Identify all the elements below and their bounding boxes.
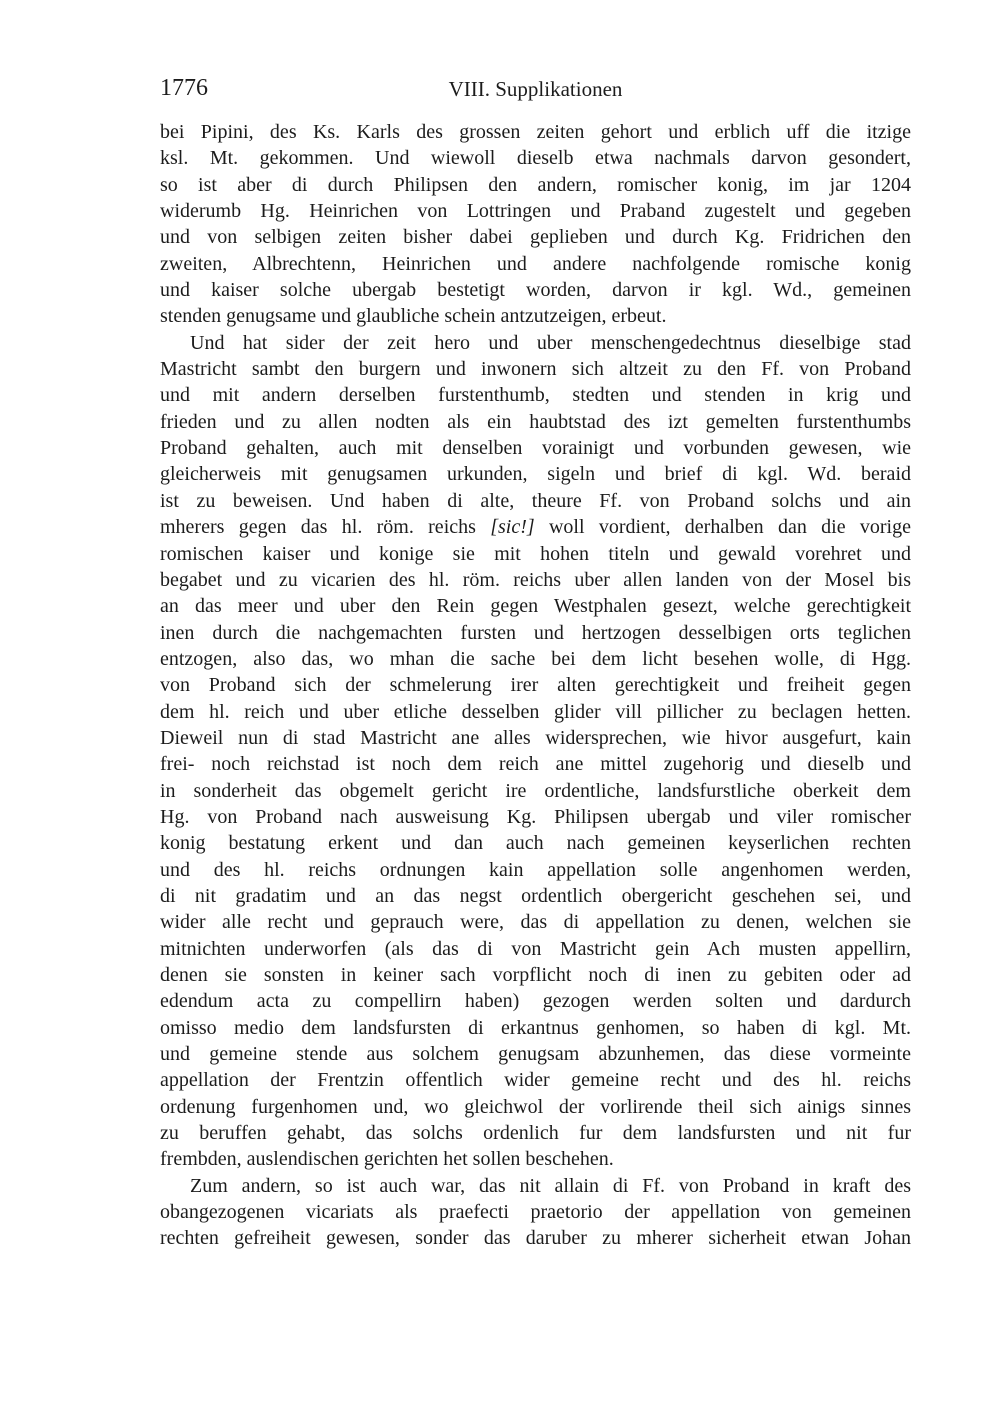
- sic-annotation: [sic!]: [490, 516, 535, 539]
- text-segment: woll vordient, derhalben dan die vorige: [534, 516, 911, 539]
- text-line: denen sie sonsten in keiner sach vorpflicht noch di inen zu gebiten oder ad: [160, 964, 911, 986]
- text-line: und von selbigen zeiten bisher dabei geplieben und durch Kg. Fridrichen den: [160, 226, 911, 249]
- text-line: di nit gradatim und an das negst ordentlich obergericht geschehen sei, und: [160, 884, 911, 907]
- text-line: omisso medio dem landsfursten di erkantnus genhomen, so haben di kgl. Mt.: [160, 1016, 911, 1039]
- text-line: von Proband sich der schmelerung irer alten gerechtigkeit und freiheit gegen: [160, 674, 911, 697]
- text-line: in sonderheit das obgemelt gericht ire ordentliche, landsfurstliche oberkeit dem: [160, 779, 911, 802]
- text-line: [160, 514, 911, 540]
- text-line: widerumb Hg. Heinrichen von Lottringen und Praband zugestelt und gegeben: [160, 200, 911, 223]
- text-block: [160, 119, 911, 1252]
- text-line: Zum andern, so ist auch war, das nit allain di Ff. von Proband in kraft des: [190, 1174, 911, 1197]
- text-line: an das meer und uber den Rein gegen Westphalen gesezt, welche gerechtigkeit: [160, 595, 911, 618]
- text-line: edendum acta zu compellirn haben) gezogen werden solten und dardurch: [160, 990, 911, 1013]
- text-line: und gemeine stende aus solchem genugsam abzunhemen, das diese vormeinte: [160, 1043, 911, 1066]
- text-line: dem hl. reich und uber etliche desselben glider vill pillicher zu beclagen hetten.: [160, 700, 911, 723]
- text-line: ordenung furgenhomen und, wo gleichwol der vorlirende theil sich ainigs sinnes: [160, 1095, 911, 1118]
- text-line: Hg. von Proband nach ausweisung Kg. Philipsen ubergab und viler romischer: [160, 805, 911, 828]
- text-line: und kaiser solche ubergab bestetigt worden, darvon ir kgl. Wd., gemeinen: [160, 279, 911, 302]
- running-title: VIII. Supplikationen: [448, 77, 623, 101]
- text-line: konig bestatung erkent und dan auch nach gemeinen keyserlichen rechten: [160, 832, 911, 855]
- text-line: gleicherweis mit genugsamen urkunden, sigeln und brief di kgl. Wd. beraid: [160, 463, 911, 486]
- text-line: frembden, auslendischen gerichten het sollen beschehen.: [160, 1148, 614, 1171]
- text-segment: mherers gegen das hl. röm. reichs: [160, 516, 491, 539]
- text-line: stenden genugsame und glaubliche schein antzutzeigen, erbeut.: [160, 305, 667, 328]
- text-line: wider alle recht und geprauch were, das di appellation zu denen, welchen sie: [160, 911, 911, 934]
- text-line: obangezogenen vicariats als praefecti praetorio der appellation von gemeinen: [160, 1201, 911, 1224]
- text-line: rechten gefreiheit gewesen, sonder das daruber zu mherer sicherheit etwan Johan: [160, 1227, 911, 1250]
- page-header: [160, 74, 911, 104]
- text-line: und mit andern derselben furstenthumb, stedten und stenden in krig und: [160, 384, 911, 407]
- text-line: zu beruffen gehabt, das solchs ordenlich fur dem landsfursten und nit fur: [160, 1122, 911, 1145]
- paragraph: [160, 330, 911, 1173]
- text-line: Dieweil nun di stad Mastricht ane alles widersprechen, wie hivor ausgefurt, kain: [160, 726, 911, 749]
- text-line: romischen kaiser und konige sie mit hohen titeln und gewald vorehret und: [160, 542, 911, 565]
- text-line: bei Pipini, des Ks. Karls des grossen zeiten gehort und erblich uff die itzige: [160, 121, 911, 143]
- text-line: Proband gehalten, auch mit denselben vorainigt und vorbunden gewesen, wie: [160, 437, 911, 460]
- text-line: mitnichten underworfen (als das di von Mastricht gein Ach musten appellirn,: [160, 937, 911, 960]
- paragraph: [160, 119, 911, 330]
- text-line: frei- noch reichstad ist noch dem reich ane mittel zugehorig und dieselb und: [160, 753, 911, 776]
- paragraph: [160, 1173, 911, 1252]
- text-line: Und hat sider der zeit hero und uber menschengedechtnus dieselbige stad: [190, 331, 911, 354]
- text-line: Mastricht sambt den burgern und inwonern sich altzeit zu den Ff. von Proband: [160, 358, 911, 381]
- text-line: ksl. Mt. gekommen. Und wiewoll dieselb etwa nachmals darvon gesondert,: [160, 147, 911, 170]
- page-number: 1776: [160, 75, 208, 101]
- text-line: so ist aber di durch Philipsen den andern, romischer konig, im jar 1204: [160, 173, 911, 196]
- text-line: und des hl. reichs ordnungen kain appellation solle angenhomen werden,: [160, 858, 911, 881]
- text-line: frieden und zu allen nodten als ein haubtstad des izt gemelten furstenthumbs: [160, 410, 911, 433]
- text-line: ist zu beweisen. Und haben di alte, theure Ff. von Proband solchs und ain: [160, 489, 911, 512]
- text-line: inen durch die nachgemachten fursten und hertzogen desselbigen orts teglichen: [160, 621, 911, 644]
- text-line: begabet und zu vicarien des hl. röm. reichs uber allen landen von der Mosel bis: [160, 568, 911, 591]
- text-line: zweiten, Albrechtenn, Heinrichen und andere nachfolgende romische konig: [160, 252, 911, 275]
- text-line: appellation der Frentzin offentlich wider gemeine recht und des hl. reichs: [160, 1069, 911, 1092]
- text-line: entzogen, also das, wo mhan die sache bei dem licht besehen wolle, di Hgg.: [160, 647, 911, 670]
